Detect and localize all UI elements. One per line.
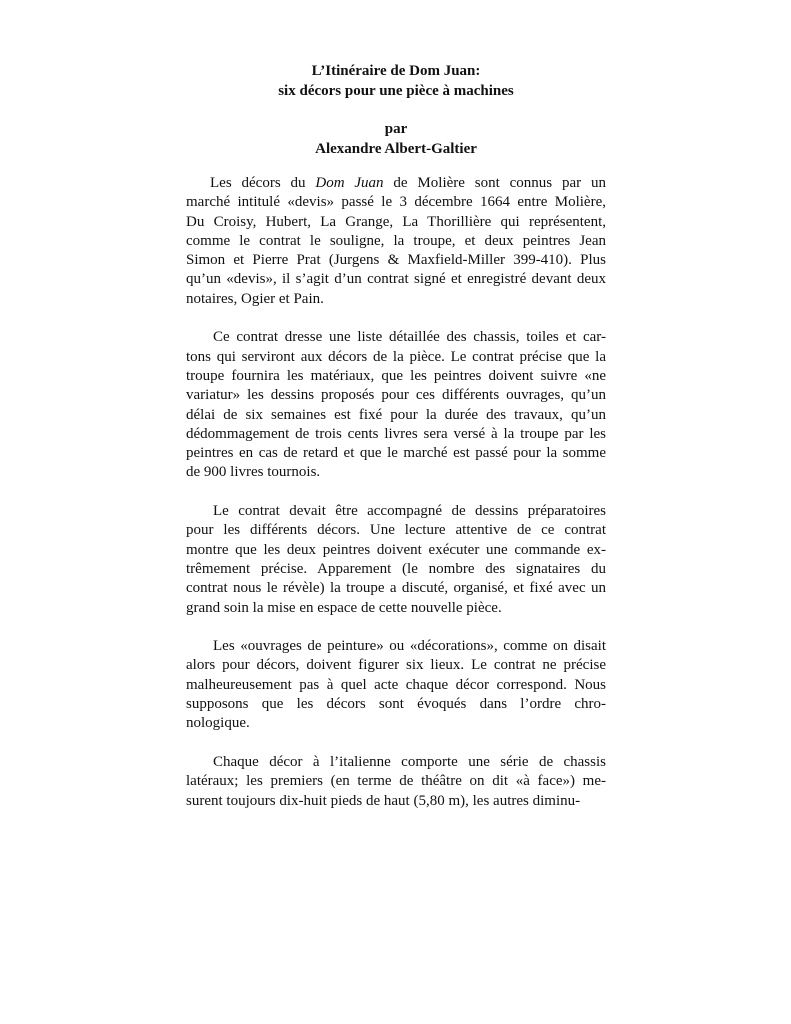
text-line: Les décors du Dom Juan de Molière sont connus par un (210, 175, 606, 191)
text-line: Du Croisy, Hubert, La Grange, La Thorillière qui représentent, (186, 213, 606, 230)
paragraph (186, 328, 606, 482)
text-line: montre que les deux peintres doivent exécuter une commande ex- (186, 541, 606, 558)
paragraph (186, 174, 606, 309)
paragraph (186, 502, 606, 618)
text-line: notaires, Ogier et Pain. (186, 290, 324, 307)
text-line: variatur» les dessins proposés pour ces différents ouvrages, qu’un (186, 387, 606, 404)
title-line-2: six décors pour une pièce à machines (278, 82, 514, 99)
play-title: Dom Juan (315, 175, 384, 191)
text-line: supposons que les décors sont évoqués dans l’ordre chro- (186, 696, 606, 713)
text-line: malheureusement pas à quel acte chaque décor correspond. Nous (186, 676, 606, 693)
text-line: contrat nous le révèle) la troupe a discuté, organisé, et fixé avec un (186, 580, 606, 597)
title-line-1: L’Itinéraire de Dom Juan: (311, 63, 481, 79)
paragraph (186, 637, 606, 733)
article-title (186, 62, 606, 101)
text-line: pour les différents décors. Une lecture attentive de ce contrat (186, 522, 606, 539)
text-line: latéraux; les premiers (en terme de théâtre on dit «à face») me- (186, 773, 606, 790)
text-line: délai de six semaines est fixé pour la durée des travaux, qu’un (186, 406, 606, 423)
text-line: qu’un «devis», il s’agit d’un contrat signé et enregistré devant deux (186, 271, 606, 288)
document-page (186, 62, 606, 830)
text-line: comme le contrat le souligne, la troupe, et deux peintres Jean (186, 232, 606, 249)
text-line: Le contrat devait être accompagné de dessins préparatoires (213, 503, 606, 520)
text-line: trêmement précise. Apparement (le nombre des signataires du (186, 560, 606, 577)
text-line: nologique. (186, 715, 250, 732)
body-text (186, 174, 606, 811)
text-line: Les «ouvrages de peinture» ou «décorations», comme on disait (213, 638, 606, 655)
text-line: tons qui serviront aux décors de la pièce. Le contrat précise que la (186, 348, 606, 365)
text-line: Simon et Pierre Prat (Jurgens & Maxfield-Miller 399-410). Plus (186, 252, 606, 269)
byline (186, 120, 606, 159)
paragraph (186, 753, 606, 811)
text-line: dédommagement de trois cents livres sera versé à la troupe par les (186, 425, 606, 442)
byline-par: par (384, 121, 408, 137)
text-line: de 900 livres tournois. (186, 464, 321, 481)
text-line: troupe fournira les matériaux, que les peintres doivent suivre «ne (186, 367, 606, 384)
text-line: alors pour décors, doivent figurer six lieux. Le contrat ne précise (186, 657, 606, 674)
author-name: Alexandre Albert-Galtier (315, 140, 477, 157)
text-line: peintres en cas de retard et que le marché est passé pour la somme (186, 445, 606, 462)
text-line: surent toujours dix-huit pieds de haut (5,80 m), les autres diminu- (186, 792, 581, 809)
text-line: Chaque décor à l’italienne comporte une série de chassis (213, 753, 606, 770)
text-line: Ce contrat dresse une liste détaillée des chassis, toiles et car- (213, 329, 606, 346)
text-line: marché intitulé «devis» passé le 3 décembre 1664 entre Molière, (186, 194, 606, 211)
text-line: grand soin la mise en espace de cette nouvelle pièce. (186, 599, 502, 616)
